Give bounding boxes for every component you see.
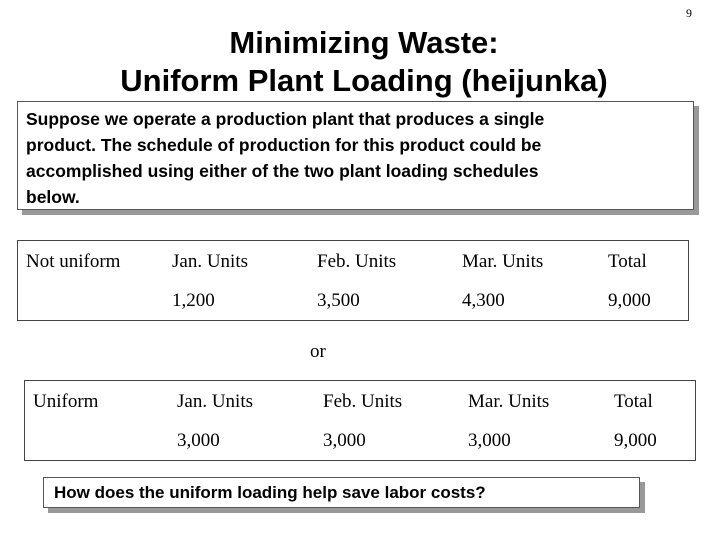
uniform-value-total: 9,000	[614, 430, 657, 451]
uniform-header-feb: Feb. Units	[323, 391, 403, 412]
uniform-header-mar: Mar. Units	[468, 391, 550, 412]
not-uniform-value-total: 9,000	[608, 290, 651, 311]
title-line-1: Minimizing Waste:	[229, 25, 499, 60]
or-separator: or	[310, 341, 326, 362]
page-number: 9	[686, 6, 692, 20]
uniform-value-mar: 3,000	[468, 430, 511, 451]
title-line-2: Uniform Plant Loading (heijunka)	[120, 63, 608, 98]
not-uniform-label: Not uniform	[26, 251, 121, 272]
not-uniform-header-mar: Mar. Units	[462, 251, 544, 272]
intro-line-4: below.	[26, 187, 80, 207]
not-uniform-schedule-table	[17, 240, 689, 321]
intro-text-box	[17, 101, 694, 210]
not-uniform-header-feb: Feb. Units	[317, 251, 397, 272]
uniform-value-feb: 3,000	[323, 430, 366, 451]
not-uniform-value-jan: 1,200	[172, 290, 215, 311]
uniform-value-jan: 3,000	[177, 430, 220, 451]
not-uniform-header-total: Total	[608, 251, 647, 272]
uniform-header-jan: Jan. Units	[177, 391, 253, 412]
intro-line-2: product. The schedule of production for this product could be	[26, 135, 542, 155]
slide-title	[0, 24, 728, 100]
uniform-label: Uniform	[33, 391, 99, 412]
intro-line-3: accomplished using either of the two plant loading schedules	[26, 161, 539, 181]
uniform-header-total: Total	[614, 391, 653, 412]
not-uniform-value-mar: 4,300	[462, 290, 505, 311]
not-uniform-value-feb: 3,500	[317, 290, 360, 311]
uniform-schedule-table	[24, 380, 696, 461]
intro-line-1: Suppose we operate a production plant that produces a single	[26, 109, 545, 129]
question-box: How does the uniform loading help save labor costs?	[43, 477, 640, 508]
not-uniform-header-jan: Jan. Units	[172, 251, 248, 272]
